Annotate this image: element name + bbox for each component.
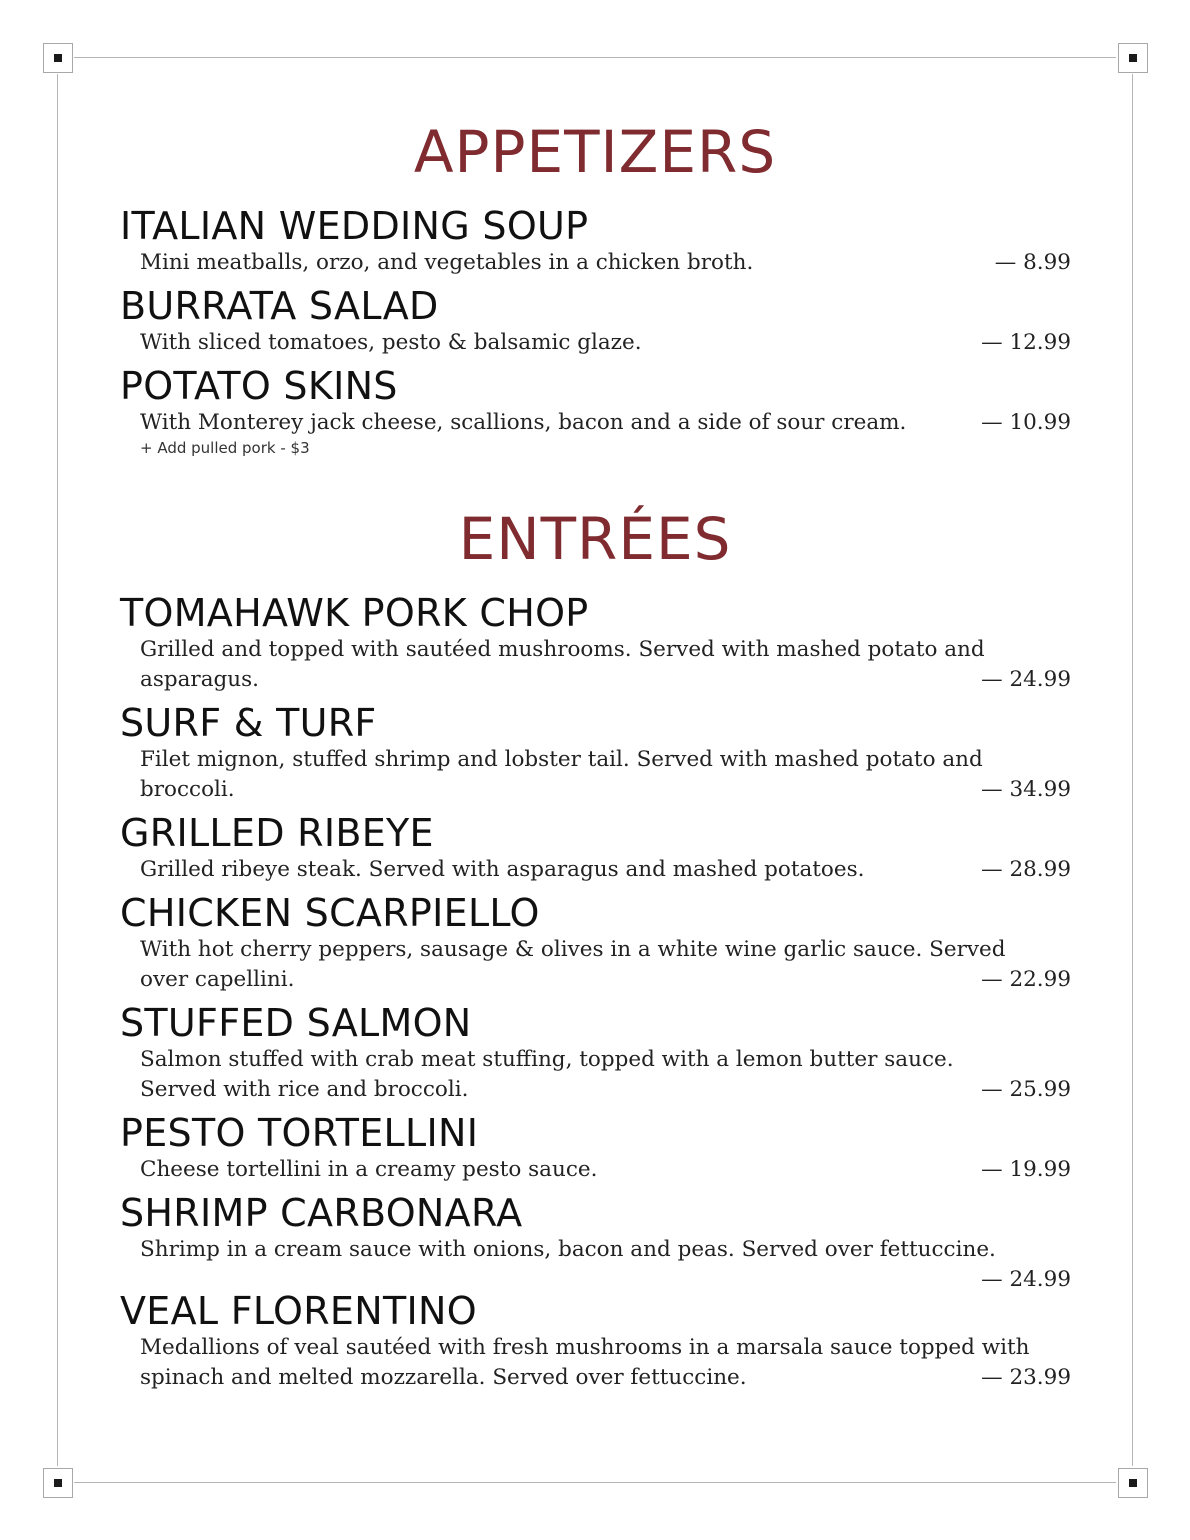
item-description: Filet mignon, stuffed shrimp and lobster tail. Served with mashed potato and broccoli. <box>140 747 983 802</box>
section-title-entrees: ENTRÉES <box>458 505 732 573</box>
item-desc-row <box>140 635 1071 695</box>
menu-item-burrata-salad <box>120 284 1071 358</box>
item-description: With sliced tomatoes, pesto & balsamic glaze. <box>140 330 642 355</box>
menu-item-grilled-ribeye <box>120 811 1071 885</box>
item-description: Shrimp in a cream sauce with onions, bacon and peas. Served over fettuccine. <box>140 1237 996 1262</box>
menu-item-surf-and-turf <box>120 701 1071 805</box>
item-price: — 25.99 <box>981 1077 1071 1102</box>
item-name: VEAL FLORENTINO <box>120 1289 477 1333</box>
frame-border-left <box>57 74 58 1466</box>
menu-item-italian-wedding-soup <box>120 204 1071 278</box>
item-name: GRILLED RIBEYE <box>120 811 434 855</box>
item-description: Salmon stuffed with crab meat stuffing, topped with a lemon butter sauce. Served with rice and broccoli. <box>140 1047 954 1102</box>
item-description: Cheese tortellini in a creamy pesto sauce. <box>140 1157 598 1182</box>
item-price: — 22.99 <box>981 967 1071 992</box>
item-price: — 28.99 <box>981 857 1071 882</box>
item-price: — 34.99 <box>981 777 1071 802</box>
item-name: TOMAHAWK PORK CHOP <box>120 591 589 635</box>
item-desc-row <box>140 1045 1071 1105</box>
menu-item-pesto-tortellini <box>120 1111 1071 1185</box>
item-desc-row <box>140 1333 1071 1393</box>
item-price: — 12.99 <box>981 330 1071 355</box>
menu-item-chicken-scarpiello <box>120 891 1071 995</box>
corner-ornament-bottom-right <box>1118 1468 1148 1498</box>
item-price: — 10.99 <box>981 410 1071 435</box>
menu-item-veal-florentino <box>120 1289 1071 1393</box>
section-title-appetizers: APPETIZERS <box>413 118 777 186</box>
frame-border-top <box>74 57 1116 58</box>
item-desc-row <box>140 935 1071 995</box>
frame-border-bottom <box>74 1482 1116 1483</box>
menu-item-tomahawk-pork-chop <box>120 591 1071 695</box>
item-price: — 8.99 <box>994 250 1071 275</box>
corner-ornament-bottom-left <box>43 1468 73 1498</box>
item-description: Grilled and topped with sautéed mushrooms. Served with mashed potato and asparagus. <box>140 637 985 692</box>
frame-border-right <box>1132 74 1133 1466</box>
item-name: STUFFED SALMON <box>120 1001 472 1045</box>
item-description: Mini meatballs, orzo, and vegetables in a chicken broth. <box>140 250 754 275</box>
item-name: BURRATA SALAD <box>120 284 439 328</box>
item-name: SHRIMP CARBONARA <box>120 1191 523 1235</box>
item-desc-row <box>140 745 1071 805</box>
corner-ornament-top-left <box>43 43 73 73</box>
item-description: With hot cherry peppers, sausage & olives in a white wine garlic sauce. Served over capellini. <box>140 937 1006 992</box>
item-name: ITALIAN WEDDING SOUP <box>120 204 589 248</box>
item-desc-row <box>140 248 1071 278</box>
item-name: SURF & TURF <box>120 701 377 745</box>
item-description: Grilled ribeye steak. Served with asparagus and mashed potatoes. <box>140 857 865 882</box>
item-desc-row <box>140 408 1071 438</box>
item-name: POTATO SKINS <box>120 364 398 408</box>
item-price: — 19.99 <box>981 1157 1071 1182</box>
item-price: — 24.99 <box>981 667 1071 692</box>
item-name: PESTO TORTELLINI <box>120 1111 479 1155</box>
item-addon-note: + Add pulled pork - $3 <box>140 439 310 457</box>
menu-item-potato-skins <box>120 364 1071 458</box>
corner-ornament-top-right <box>1118 43 1148 73</box>
menu-item-stuffed-salmon <box>120 1001 1071 1105</box>
item-desc-row <box>140 855 1071 885</box>
item-desc-row <box>140 1235 1071 1295</box>
item-price: — 24.99 <box>981 1267 1071 1292</box>
item-desc-row <box>140 328 1071 358</box>
item-description: Medallions of veal sautéed with fresh mushrooms in a marsala sauce topped with spinach and melted mozzarella. Served over fettuccine. <box>140 1335 1030 1390</box>
item-description: With Monterey jack cheese, scallions, bacon and a side of sour cream. <box>140 410 907 435</box>
item-name: CHICKEN SCARPIELLO <box>120 891 540 935</box>
item-desc-row <box>140 1155 1071 1185</box>
item-price: — 23.99 <box>981 1365 1071 1390</box>
menu-item-shrimp-carbonara <box>120 1191 1071 1295</box>
